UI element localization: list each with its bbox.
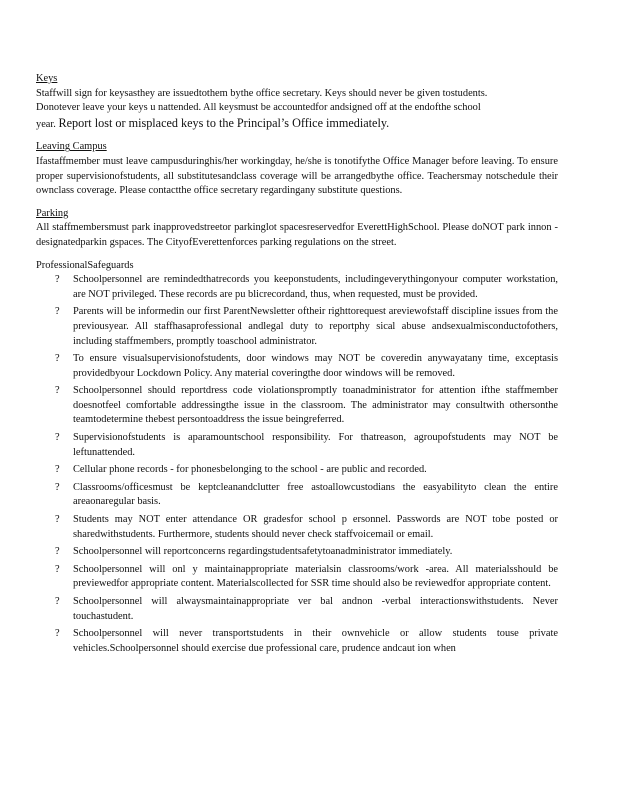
bullet-glyph: ? — [55, 306, 60, 318]
list-item-text: Schoolpersonnel are remindedthatrecords you keeponstudents, includingeverythingonyour computer workstation, are NOT privileged. These records are pu blicrecordand, thus, when requested, must be provided. — [73, 274, 558, 300]
professional-safeguards-section — [36, 259, 558, 657]
list-item-text: To ensure visualsupervisionofstudents, door windows may NOT be coveredin anywayatany time, exceptasis providedbyour Lockdown Policy. Any material coveringthe door windows will be removed. — [73, 353, 558, 379]
parking-section — [36, 207, 558, 251]
list-item — [36, 431, 558, 460]
parking-text: All staffmembersmust park inapprovedstreetor parkinglot spacesreservedfor EverettHighSchool. Please doNOT park innon -designatedparkin gspaces. The CityofEverettenforces parking regulations on the street. — [36, 222, 558, 248]
keys-line-1: Staffwill sign for keysasthey are issuedtothem bythe office secretary. Keys should never be given tostudents. — [36, 87, 488, 99]
bullet-glyph: ? — [55, 481, 60, 493]
list-item-text: Schoolpersonnel will alwaysmaintainappropriate ver bal andnon -verbal interactionswithstudents. Never touchastudent. — [73, 596, 558, 622]
bullet-glyph: ? — [55, 464, 60, 476]
list-item — [36, 305, 558, 349]
list-item — [36, 545, 558, 560]
bullet-glyph: ? — [55, 514, 60, 526]
keys-heading: Keys — [36, 73, 58, 84]
leaving-campus-section — [36, 140, 558, 198]
keys-line-2: Donotever leave your keys u nattended. All keysmust be accountedfor andsigned off at the endofthe school — [36, 102, 481, 114]
bullet-glyph: ? — [55, 353, 60, 365]
bullet-glyph: ? — [55, 546, 60, 558]
bullet-glyph: ? — [55, 274, 60, 286]
keys-section — [36, 72, 558, 132]
list-item-text: Classrooms/officesmust be keptcleanandclutter free astoallowcustodians the easyabilityto clean the entire areaonaregular basis. — [73, 481, 558, 508]
keys-year-text: year. — [36, 118, 56, 130]
list-item-text: Schoolpersonnel will onl y maintainappropriate materialsin classrooms/work -area. All materialsshould be previewedfor appropriate content. Materialscollected for SSR time should also be reviewedfor appropriate content. — [73, 563, 558, 590]
list-item — [36, 463, 558, 478]
list-item-text: Supervisionofstudents is aparamountschool responsibility. For thatreason, agroupofstudents may NOT be leftunattended. — [73, 432, 558, 458]
list-item-text: Schoolpersonnel will never transportstudents in their ownvehicle or allow students touse private vehicles.Schoolpersonnel should exercise due professional care, prudence andcaut ion when — [73, 628, 558, 654]
list-item-text: Schoolpersonnel should reportdress code violationspromptly toanadministrator for attention ifthe staffmember doesnotfeel comfortable addressingthe issue in the classroom. The administrator may consultwith othersonthe teamtodetermine thebest persontoaddress the issue beingreferred. — [73, 385, 558, 426]
list-item-text: Cellular phone records - for phonesbelonging to the school - are public and recorded. — [73, 464, 427, 476]
professional-safeguards-heading: ProfessionalSafeguards — [36, 259, 134, 271]
list-item — [36, 273, 558, 302]
keys-report-notice: Report lost or misplaced keys to the Principal’s Office immediately. — [58, 115, 390, 130]
parking-heading: Parking — [36, 207, 69, 219]
list-item-text: Schoolpersonnel will reportconcerns regardingstudentsafetytoanadministrator immediately. — [73, 546, 453, 558]
list-item — [36, 595, 558, 624]
bullet-glyph: ? — [55, 385, 60, 397]
list-item — [36, 513, 558, 542]
list-item — [36, 563, 558, 592]
bullet-glyph: ? — [55, 596, 60, 607]
handbook-page — [36, 72, 558, 664]
list-item-text: Parents will be informedin our first ParentNewsletter oftheir righttorequest areviewofstaff discipline issues from the previousyear. All staffhasaprofessional andlegal duty to reportphy sical abuse andsexualmisconductofothers, including staffmembers, promptly toaschool administrator. — [73, 306, 558, 347]
list-item — [36, 481, 558, 510]
leaving-campus-heading: Leaving Campus — [36, 141, 107, 153]
list-item — [36, 384, 558, 428]
list-item-text: Students may NOT enter attendance OR gradesfor school p ersonnel. Passwords are NOT tobe posted or sharedwithstudents. Furthermore, students should never check staffvoicemail or email. — [73, 514, 558, 540]
bullet-glyph: ? — [55, 628, 60, 640]
list-item — [36, 627, 558, 656]
safeguards-list — [36, 273, 558, 656]
bullet-glyph: ? — [55, 563, 60, 575]
leaving-campus-text: Ifastaffmember must leave campusduringhis/her workingday, he/she is tonotifythe Office Manager before leaving. To ensure proper supervisionofstudents, all substitutesandclass coverage will be arrangedbythe office. Teachersmay notschedule their ownclass coverage. Please contactthe office secretary regardingany substitute questions. — [36, 155, 558, 197]
bullet-glyph: ? — [55, 432, 60, 444]
keys-line-3 — [36, 116, 558, 133]
list-item — [36, 352, 558, 381]
